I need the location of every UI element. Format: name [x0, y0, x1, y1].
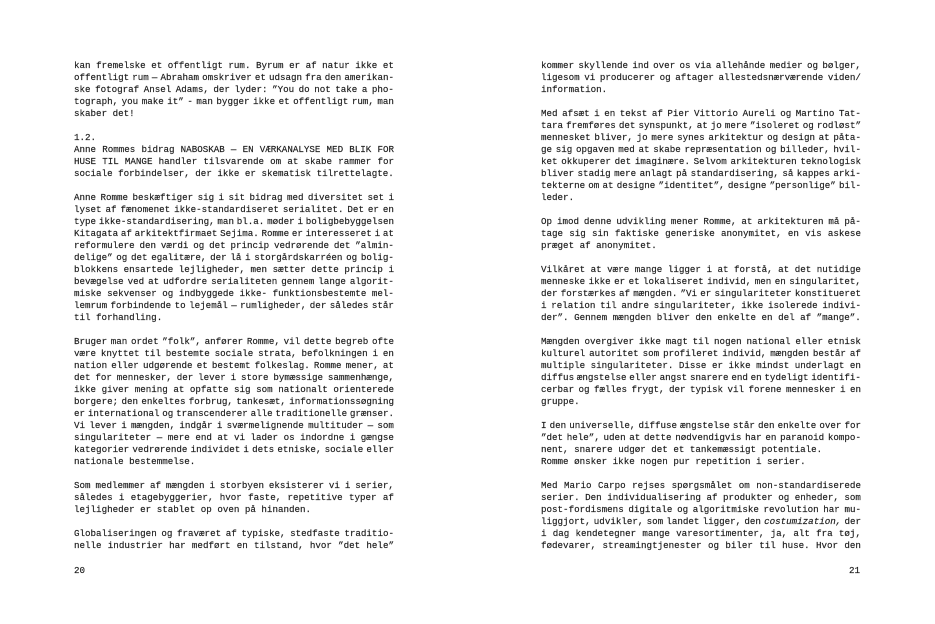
paragraph-spacer [541, 468, 861, 480]
paragraph [541, 480, 861, 552]
paragraph-spacer [74, 180, 394, 192]
text-line: HUSE TIL MANGE handler tilsvarende om at skabe rammer for [74, 156, 394, 167]
text-line: Med afsæt i en tekst af Pier Vittorio Aureli og Martino Tat- [541, 108, 861, 119]
paragraph-spacer [74, 516, 394, 528]
text-line: cerbar og fælles frygt, der typisk vil forene mennesker i en [541, 384, 861, 395]
text-line: 1.2. [74, 132, 97, 143]
text-line: borgere; den enkeltes forbrug, tankesæt, informationssøgning [74, 396, 394, 407]
text-line: være knyttet til bestemte sociale strata, befolkningen i en [74, 348, 394, 359]
text-line: post-fordismens digitale og algoritmiske revolution har mu- [541, 504, 861, 515]
text-line: Vi lever i mængden, indgår i sværmelignende multituder — som [74, 420, 394, 431]
text-line: ligesom vi producerer og aftager allestedsnærværende viden/ [541, 72, 861, 83]
paragraph-spacer [74, 120, 394, 132]
text-line: er international og transcenderer alle traditionelle grænser. [74, 408, 394, 419]
text-line: der”. Gennem mængden bliver den enkelte en del af ”mange”. [541, 312, 861, 323]
paragraph [74, 132, 394, 180]
text-line: delige” og det egalitære, der lå i storgårdskarréen og bolig- [74, 252, 394, 263]
text-line: nent, snarere udgør det et tankemæssigt potentiale. [541, 444, 823, 455]
text-line: serier. Den individualisering af produkter og enheder, som [541, 492, 861, 503]
text-line: Anne Rommes bidrag NABOSKAB — EN VÆRKANALYSE MED BLIK FOR [74, 144, 394, 155]
paragraph [541, 216, 861, 252]
paragraph [541, 108, 861, 204]
text-line: type ikke-standardisering, man bl.a. møder i boligbebyggelsen [74, 216, 394, 227]
paragraph-spacer [541, 252, 861, 264]
text-line: Op imod denne udvikling mener Romme, at arkitekturen må på- [541, 216, 861, 227]
text-line: det for mennesker, der lever i store bymæssige sammenhænge, [74, 372, 394, 383]
left-page [0, 0, 467, 624]
text-line: således i etagebyggerier, hvor faste, repetitive typer af [74, 492, 394, 503]
paragraph-spacer [541, 408, 861, 420]
text-line: blokkens ensartede lejligheder, men sætter dette princip i [74, 264, 394, 275]
text-line: offentligt rum — Abraham omskriver et udsagn fra den amerikan- [74, 72, 394, 83]
text-line: menneske ikke er et lokaliseret individ, men en singularitet, [541, 276, 861, 287]
paragraph [541, 60, 861, 96]
paragraph [541, 336, 861, 408]
text-line: i relation til andre singulariteter, ikke isolerede indivi- [541, 300, 861, 311]
text-line: tograph, you make it” - man bygger ikke et offentligt rum, man [74, 96, 394, 107]
paragraph [74, 336, 394, 468]
text-line: nelle industrier har medført en tilstand, hvor ”det hele” [74, 540, 394, 551]
text-line: lyset af fænomenet ikke-standardiseret serialitet. Det er en [74, 204, 394, 215]
text-line: i dag kendetegner mange varesortimenter, ja, alt fra tøj, [541, 528, 861, 539]
right-text-column [541, 60, 861, 552]
text-line: multiple singulariteter. Disse er ikke mindst underlagt en [541, 360, 861, 371]
text-line: ikke giver mening at opfatte sig som nationalt orienterede [74, 384, 394, 395]
text-line: kommer skyllende ind over os via allehånde medier og bølger, [541, 60, 861, 71]
text-line: liggjort, udvikler, som landet ligger, den costumization, der [541, 516, 861, 527]
paragraph [74, 528, 394, 552]
text-line: lejligheder er stablet op oven på hinanden. [74, 504, 312, 515]
text-line: gruppe. [541, 396, 580, 407]
paragraph [74, 192, 394, 324]
text-line: Vilkåret at være mange ligger i at forstå, at det nutidige [541, 264, 861, 275]
paragraph-spacer [541, 204, 861, 216]
text-line: ”det hele”, uden at dette nødvendigvis har en paranoid kompo- [541, 432, 861, 443]
text-line: mennesket bliver, jo mere synes arkitektur og design at påta- [541, 132, 861, 143]
text-line: I den universelle, diffuse ængstelse står den enkelte over for [541, 420, 861, 431]
text-line: Romme ønsker ikke nogen pur repetition i serier. [541, 456, 806, 467]
text-line: kan fremelske et offentligt rum. Byrum er af natur ikke et [74, 60, 394, 71]
text-line: skaber det! [74, 108, 135, 119]
text-line: nationale bestemmelse. [74, 456, 196, 467]
paragraph-spacer [74, 324, 394, 336]
text-line: bevægelse ved at udfordre serialiteten gennem lange algorit- [74, 276, 394, 287]
text-line: ge sig opgaven med at skabe repræsentation og billeder, hvil- [541, 144, 861, 155]
paragraph-spacer [541, 324, 861, 336]
text-line: reformulere den værdi og det princip vedrørende det ”almin- [74, 240, 394, 251]
text-line: ket okkuperer det imaginære. Selvom arkitekturen teknologisk [541, 156, 861, 167]
text-line: der forstærkes af mængden. ”Vi er singulariteter konstitueret [541, 288, 861, 299]
text-line: sociale forbindelser, der ikke er skematisk tilrettelagte. [74, 168, 394, 179]
text-line: lemrum forbindende to lejemål — rumligheder, der således står [74, 300, 394, 311]
page-number-left: 20 [74, 565, 86, 576]
text-line: ske fotograf Ansel Adams, der lyder: ”You do not take a pho- [74, 84, 394, 95]
text-line: tekterne om at designe ”identitet”, designe ”personlige” bil- [541, 180, 861, 191]
text-line: præget af anonymitet. [541, 240, 657, 251]
paragraph [74, 60, 394, 120]
page-number-right: 21 [849, 565, 861, 576]
text-line: Bruger man ordet ”folk”, anfører Romme, vil dette begreb ofte [74, 336, 394, 347]
text-line: Med Mario Carpo rejses spørgsmålet om non-standardiserede [541, 480, 861, 491]
text-line: kategorier vedrørende individet i dets etniske, sociale eller [74, 444, 394, 455]
text-line: tage sig sin faktiske generiske anonymitet, en vis askese [541, 228, 861, 239]
paragraph-spacer [541, 96, 861, 108]
text-line: Globaliseringen og fraværet af typiske, stedfaste traditio- [74, 528, 394, 539]
text-line: diffus ængstelse eller angst snarere end en tydeligt identifi- [541, 372, 861, 383]
paragraph [74, 480, 394, 516]
right-page [467, 0, 935, 624]
text-line: information. [541, 84, 608, 95]
text-line: Kitagata af arkitektfirmaet Sejima. Romme er interesseret i at [74, 228, 394, 239]
left-text-column [74, 60, 394, 552]
text-line: nation eller udgørende et bestemt folkeslag. Romme mener, at [74, 360, 394, 371]
text-line: leder. [541, 192, 575, 203]
text-line: Anne Romme beskæftiger sig i sit bidrag med diversitet set i [74, 192, 394, 203]
text-line: kulturel autoritet som profileret individ, mængden består af [541, 348, 861, 359]
text-line: Mængden overgiver ikke magt til nogen national eller etnisk [541, 336, 861, 347]
text-line: bliver stadig mere anlagt på standardisering, så kappes arki- [541, 168, 861, 179]
text-line: tara fremføres det synspunkt, at jo mere ”isoleret og rodløst” [541, 120, 861, 131]
text-line: til forhandling. [74, 312, 163, 323]
text-line: Som medlemmer af mængden i storbyen eksisterer vi i serier, [74, 480, 394, 491]
paragraph [541, 264, 861, 324]
text-line: fødevarer, streamingtjenester og biler til huse. Hvor den [541, 540, 861, 551]
text-line: miske sekvenser og indbyggede ikke- funktionsbestemte mel- [74, 288, 394, 299]
paragraph-spacer [74, 468, 394, 480]
paragraph [541, 420, 861, 468]
text-line: singulariteter — mere end at vi lader os indordne i gængse [74, 432, 394, 443]
